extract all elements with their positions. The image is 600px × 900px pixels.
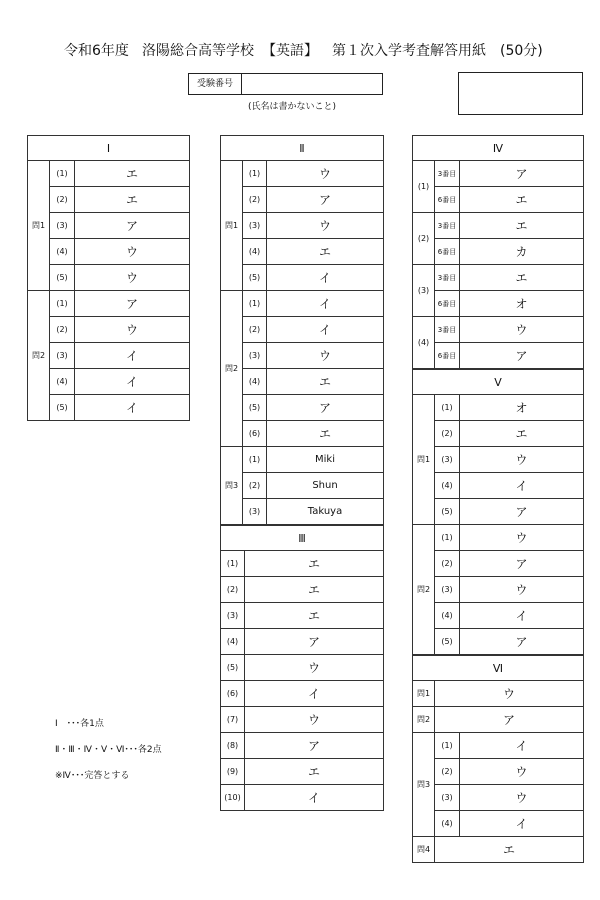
item-num: (4) [243, 369, 267, 395]
exam-title: 第１次入学考査解答用紙 [332, 43, 486, 59]
answer-cell: ア [245, 733, 384, 759]
item-num: (1) [50, 161, 75, 187]
school-name: 洛陽総合高等学校 [142, 43, 254, 59]
item-num: (3) [221, 603, 245, 629]
subject-label: 【英語】 [262, 43, 318, 59]
item-num: (3) [50, 343, 75, 369]
answer-cell: ア [75, 291, 190, 317]
item-num: (2) [435, 421, 460, 447]
exam-number-box [188, 73, 383, 95]
answer-cell: ウ [267, 343, 384, 369]
answer-cell: ア [435, 707, 584, 733]
answer-cell: ウ [460, 525, 584, 551]
q4-label: 問4 [413, 837, 435, 863]
section-1-title: Ⅰ [28, 136, 190, 161]
q1-label: 問1 [221, 161, 243, 291]
answer-cell: ア [460, 499, 584, 525]
answer-cell: エ [267, 421, 384, 447]
answer-cell: イ [267, 291, 384, 317]
answer-cell: ウ [460, 759, 584, 785]
item-num: (10) [221, 785, 245, 811]
order-label: 3番目 [435, 317, 460, 343]
item-num: (2) [435, 551, 460, 577]
item-num: (4) [221, 629, 245, 655]
answer-cell: エ [245, 603, 384, 629]
answer-cell: エ [460, 421, 584, 447]
group-label: (4) [413, 317, 435, 369]
item-num: (4) [50, 369, 75, 395]
q2-label: 問2 [413, 707, 435, 733]
section-3-table [220, 525, 384, 811]
item-num: (3) [435, 577, 460, 603]
answer-cell: エ [245, 551, 384, 577]
order-label: 3番目 [435, 161, 460, 187]
answer-cell: ア [460, 551, 584, 577]
group-label: (1) [413, 161, 435, 213]
score-note-1: Ⅰ ･･･各1点 [55, 719, 104, 729]
section-2-table [220, 135, 384, 525]
answer-cell: ウ [75, 265, 190, 291]
q2-label: 問2 [28, 291, 50, 421]
answer-cell: イ [460, 733, 584, 759]
item-num: (3) [435, 785, 460, 811]
answer-cell: Shun [267, 473, 384, 499]
answer-cell: ア [460, 629, 584, 655]
answer-cell: オ [460, 395, 584, 421]
answer-cell: ウ [75, 239, 190, 265]
item-num: (6) [243, 421, 267, 447]
item-num: (2) [221, 577, 245, 603]
item-num: (3) [243, 499, 267, 525]
order-label: 6番目 [435, 187, 460, 213]
order-label: 6番目 [435, 291, 460, 317]
item-num: (5) [50, 265, 75, 291]
answer-cell: ア [267, 395, 384, 421]
answer-cell: エ [460, 187, 584, 213]
section-5-table [412, 369, 584, 655]
answer-cell: エ [267, 369, 384, 395]
item-num: (4) [435, 603, 460, 629]
section-6-title: Ⅵ [413, 656, 584, 681]
order-label: 6番目 [435, 343, 460, 369]
item-num: (5) [50, 395, 75, 421]
section-1-table [27, 135, 190, 421]
item-num: (5) [243, 395, 267, 421]
answer-cell: カ [460, 239, 584, 265]
order-label: 3番目 [435, 265, 460, 291]
answer-cell: イ [267, 265, 384, 291]
exam-number-label: 受験番号 [189, 74, 242, 94]
item-num: (2) [243, 187, 267, 213]
q1-label: 問1 [413, 395, 435, 525]
q1-label: 問1 [28, 161, 50, 291]
item-num: (1) [435, 733, 460, 759]
item-num: (2) [243, 317, 267, 343]
answer-cell: ア [245, 629, 384, 655]
answer-cell: ウ [245, 655, 384, 681]
answer-cell: ウ [75, 317, 190, 343]
answer-cell: イ [267, 317, 384, 343]
item-num: (4) [435, 811, 460, 837]
order-label: 3番目 [435, 213, 460, 239]
answer-cell: エ [75, 187, 190, 213]
item-num: (4) [243, 239, 267, 265]
answer-cell: Miki [267, 447, 384, 473]
item-num: (1) [243, 291, 267, 317]
section-4-table [412, 135, 584, 369]
year-label: 令和6年度 [64, 43, 129, 59]
group-label: (2) [413, 213, 435, 265]
item-num: (1) [435, 395, 460, 421]
answer-cell: ア [75, 213, 190, 239]
answer-cell: イ [75, 395, 190, 421]
item-num: (8) [221, 733, 245, 759]
answer-cell: エ [460, 265, 584, 291]
group-label: (3) [413, 265, 435, 317]
item-num: (3) [243, 213, 267, 239]
item-num: (1) [50, 291, 75, 317]
answer-cell: エ [460, 213, 584, 239]
q1-label: 問1 [413, 681, 435, 707]
answer-cell: ウ [460, 447, 584, 473]
answer-cell: ア [460, 343, 584, 369]
item-num: (1) [435, 525, 460, 551]
item-num: (5) [221, 655, 245, 681]
item-num: (2) [50, 317, 75, 343]
answer-cell: ウ [435, 681, 584, 707]
item-num: (2) [435, 759, 460, 785]
section-2-title: Ⅱ [221, 136, 384, 161]
time-label: (50分) [500, 43, 543, 59]
answer-cell: エ [435, 837, 584, 863]
answer-cell: イ [75, 369, 190, 395]
item-num: (1) [221, 551, 245, 577]
q3-label: 問3 [221, 447, 243, 525]
item-num: (6) [221, 681, 245, 707]
section-3-title: Ⅲ [221, 526, 384, 551]
q3-label: 問3 [413, 733, 435, 837]
item-num: (3) [50, 213, 75, 239]
item-num: (2) [243, 473, 267, 499]
answer-cell: エ [245, 577, 384, 603]
section-4-title: Ⅳ [413, 136, 584, 161]
answer-cell: ウ [267, 213, 384, 239]
answer-cell: エ [75, 161, 190, 187]
item-num: (4) [435, 473, 460, 499]
answer-cell: ウ [460, 317, 584, 343]
item-num: (3) [243, 343, 267, 369]
item-num: (1) [243, 161, 267, 187]
item-num: (2) [50, 187, 75, 213]
exam-number-field[interactable] [242, 74, 382, 94]
q2-label: 問2 [413, 525, 435, 655]
name-note: (氏名は書かないこと) [248, 102, 337, 112]
answer-cell: ウ [245, 707, 384, 733]
item-num: (3) [435, 447, 460, 473]
score-box[interactable] [458, 72, 583, 115]
section-5-title: Ⅴ [413, 370, 584, 395]
answer-cell: ウ [460, 785, 584, 811]
item-num: (5) [435, 629, 460, 655]
answer-cell: エ [267, 239, 384, 265]
answer-cell: ウ [267, 161, 384, 187]
item-num: (9) [221, 759, 245, 785]
answer-cell: イ [460, 603, 584, 629]
item-num: (5) [243, 265, 267, 291]
item-num: (4) [50, 239, 75, 265]
answer-cell: エ [245, 759, 384, 785]
item-num: (7) [221, 707, 245, 733]
answer-cell: イ [245, 785, 384, 811]
answer-cell: イ [460, 811, 584, 837]
answer-cell: イ [245, 681, 384, 707]
item-num: (5) [435, 499, 460, 525]
answer-cell: ア [460, 161, 584, 187]
answer-cell: イ [460, 473, 584, 499]
answer-cell: イ [75, 343, 190, 369]
answer-cell: ウ [460, 577, 584, 603]
answer-cell: Takuya [267, 499, 384, 525]
item-num: (1) [243, 447, 267, 473]
score-note-2: Ⅱ・Ⅲ・Ⅳ・Ⅴ・Ⅵ･･･各2点 [55, 745, 162, 755]
score-note-3: ※Ⅳ･･･完答とする [55, 771, 130, 781]
section-6-table [412, 655, 584, 863]
answer-cell: オ [460, 291, 584, 317]
q2-label: 問2 [221, 291, 243, 447]
answer-cell: ア [267, 187, 384, 213]
order-label: 6番目 [435, 239, 460, 265]
